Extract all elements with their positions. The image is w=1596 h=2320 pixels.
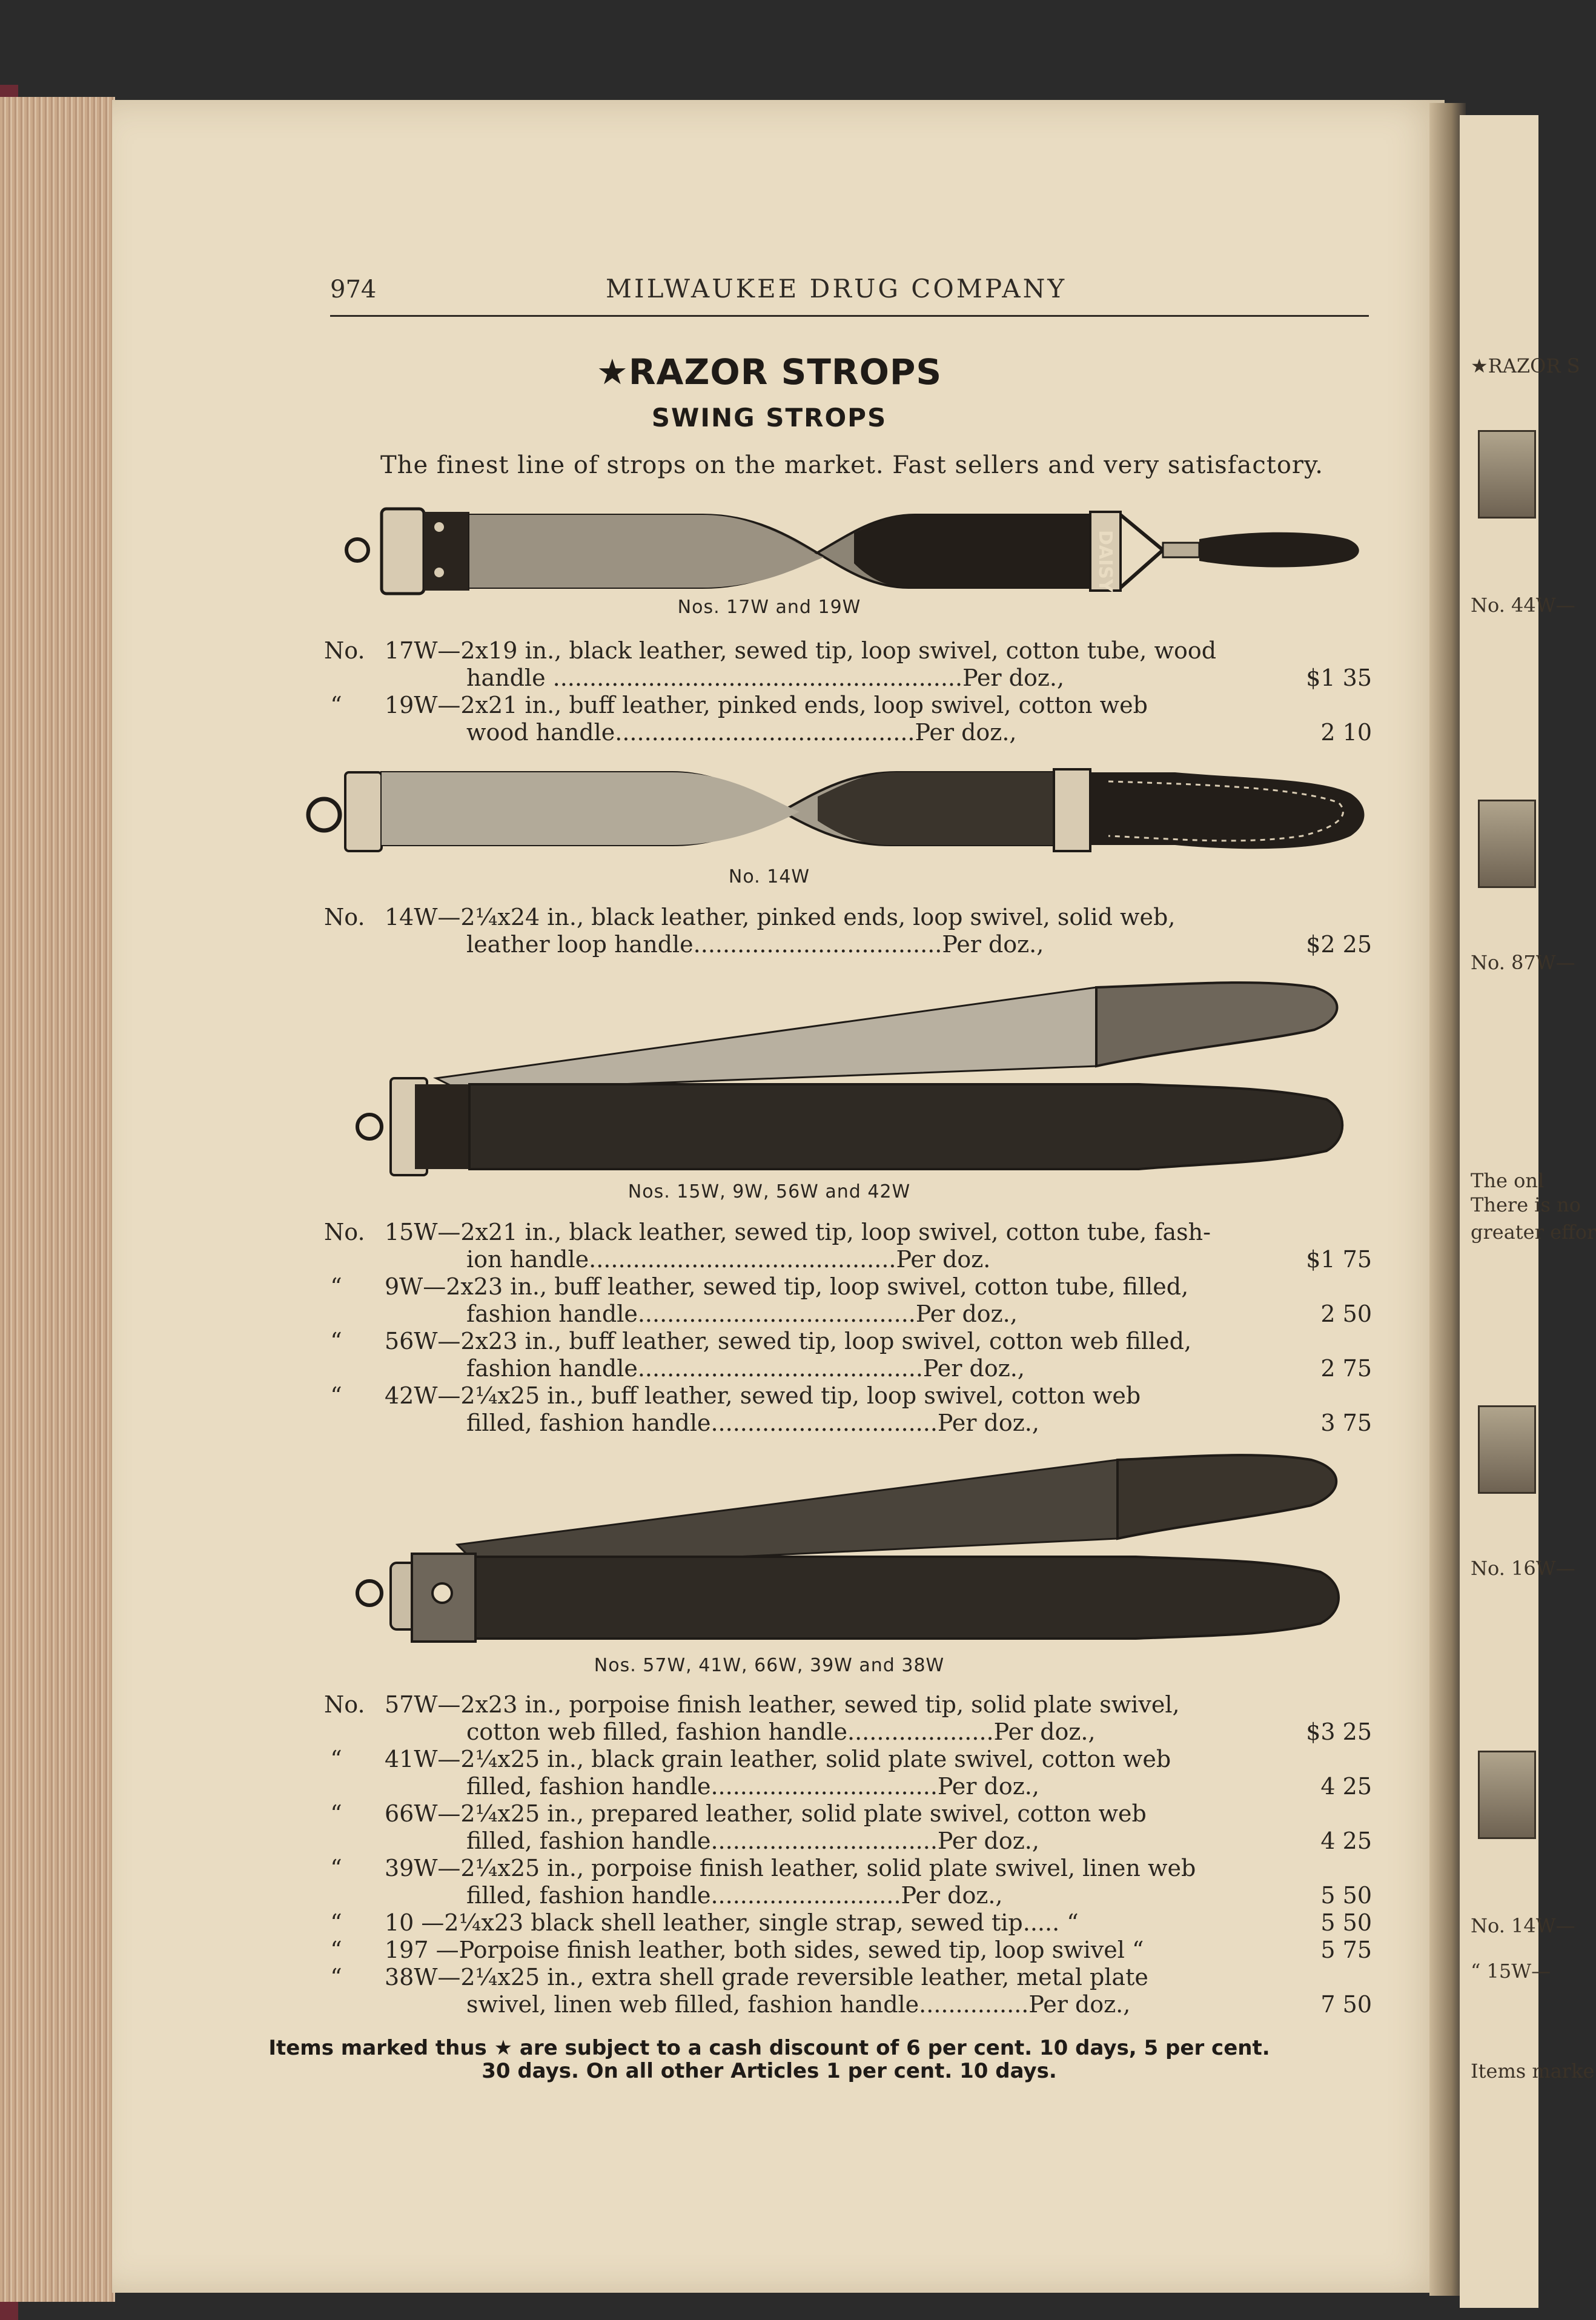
item-price: 7 50 xyxy=(1320,1991,1372,2018)
section-subtitle: SWING STROPS xyxy=(651,403,887,433)
adjacent-fragment: No. 87W— xyxy=(1471,951,1575,974)
page-header xyxy=(330,273,1369,317)
item-price: 2 10 xyxy=(1320,719,1372,746)
item-price: 2 75 xyxy=(1320,1355,1372,1382)
adjacent-fragment: “ 15W— xyxy=(1471,1960,1551,1983)
item-description-cont: filled, fashion handle...............................Per doz., xyxy=(466,1410,1039,1436)
strop-illustration-57w-41w-66w-39w-38w xyxy=(348,1448,1354,1648)
item-price: 5 50 xyxy=(1320,1882,1372,1909)
item-description: 197 —Porpoise finish leather, both sides, sewed tip, loop swivel “ xyxy=(385,1937,1144,1963)
discount-note xyxy=(0,2037,1538,2083)
item-description-cont: fashion handle......................................Per doz., xyxy=(466,1301,1018,1327)
adjacent-page xyxy=(1460,115,1596,2308)
item-description: 57W—2x23 in., porpoise finish leather, sewed tip, solid plate swivel, xyxy=(385,1691,1180,1718)
item-description-cont: ion handle..........................................Per doz. xyxy=(466,1246,991,1273)
item-description-cont: wood handle.........................................Per doz., xyxy=(466,719,1017,746)
item-price: 4 25 xyxy=(1320,1828,1372,1854)
item-description-cont: swivel, linen web filled, fashion handle...............Per doz., xyxy=(466,1991,1131,2018)
caption-14w: No. 14W xyxy=(728,866,810,887)
item-price: $3 25 xyxy=(1306,1718,1372,1745)
caption-15w-9w-56w-42w: Nos. 15W, 9W, 56W and 42W xyxy=(627,1181,911,1202)
item-price: 3 75 xyxy=(1320,1410,1372,1436)
item-description: 66W—2¼x25 in., prepared leather, solid plate swivel, cotton web xyxy=(385,1800,1147,1827)
item-description-cont: cotton web filled, fashion handle....................Per doz., xyxy=(466,1718,1096,1745)
item-description-cont: filled, fashion handle..........................Per doz., xyxy=(466,1882,1003,1909)
adjacent-fragment: No. 14W— xyxy=(1471,1914,1575,1937)
adjacent-fragment: Items marke xyxy=(1471,2060,1595,2083)
strop-illustration-17w-19w xyxy=(339,497,1369,606)
item-price: $1 75 xyxy=(1306,1246,1372,1273)
strop-illustration-14w xyxy=(297,754,1375,863)
adjacent-fragment: There is no xyxy=(1471,1193,1581,1216)
item-description: 38W—2¼x25 in., extra shell grade reversible leather, metal plate xyxy=(385,1964,1148,1990)
adjacent-fragment: No. 16W— xyxy=(1471,1557,1575,1580)
item-price: 2 50 xyxy=(1320,1301,1372,1327)
adjacent-fragment: The onl xyxy=(1471,1169,1545,1192)
strop-illustration-15w-9w-56w-42w xyxy=(351,975,1357,1193)
discount-note-line2: 30 days. On all other Articles 1 per cent. 10 days. xyxy=(482,2059,1057,2083)
item-description: 9W—2x23 in., buff leather, sewed tip, loop swivel, cotton tube, filled, xyxy=(385,1273,1189,1300)
item-description: 39W—2¼x25 in., porpoise finish leather, solid plate swivel, linen web xyxy=(385,1855,1196,1881)
adjacent-illustration xyxy=(1478,430,1536,519)
item-price: 5 75 xyxy=(1320,1937,1372,1963)
page-number: 974 xyxy=(330,276,377,303)
item-price: $1 35 xyxy=(1306,665,1372,691)
intro-text: The finest line of strops on the market. Fast sellers and very satisfactory. xyxy=(380,451,1324,479)
item-description-cont: filled, fashion handle...............................Per doz., xyxy=(466,1773,1039,1800)
adjacent-fragment: ★RAZOR S xyxy=(1471,354,1580,377)
item-description-cont: fashion handle.......................................Per doz., xyxy=(466,1355,1025,1382)
item-description: 19W—2x21 in., buff leather, pinked ends, loop swivel, cotton web xyxy=(385,692,1148,718)
running-title: MILWAUKEE DRUG COMPANY xyxy=(606,274,1067,303)
caption-57w-41w-66w-39w-38w: Nos. 57W, 41W, 66W, 39W and 38W xyxy=(594,1655,945,1676)
item-description-cont: handle ........................................................Per doz., xyxy=(466,665,1065,691)
adjacent-illustration xyxy=(1478,1405,1536,1494)
adjacent-illustration xyxy=(1478,1751,1536,1839)
item-description: 56W—2x23 in., buff leather, sewed tip, loop swivel, cotton web filled, xyxy=(385,1328,1192,1354)
item-description-cont: leather loop handle..................................Per doz., xyxy=(466,931,1044,958)
item-price: 5 50 xyxy=(1320,1909,1372,1936)
daisy-brand-label: DAISY xyxy=(1094,530,1116,592)
item-price: $2 25 xyxy=(1306,931,1372,958)
adjacent-fragment: No. 44W— xyxy=(1471,594,1575,617)
item-description: 42W—2¼x25 in., buff leather, sewed tip, loop swivel, cotton web xyxy=(385,1382,1141,1409)
section-title: ★RAZOR STROPS xyxy=(596,351,942,393)
adjacent-fragment: greater effor xyxy=(1471,1221,1596,1244)
caption-17w-19w: Nos. 17W and 19W xyxy=(677,597,861,618)
item-description: 10 —2¼x23 black shell leather, single strap, sewed tip..... “ xyxy=(385,1909,1079,1936)
item-price: 4 25 xyxy=(1320,1773,1372,1800)
item-description: 14W—2¼x24 in., black leather, pinked ends, loop swivel, solid web, xyxy=(385,904,1176,930)
discount-note-line1: Items marked thus ★ are subject to a cash discount of 6 per cent. 10 days, 5 per cent. xyxy=(268,2036,1270,2060)
item-description: 15W—2x21 in., black leather, sewed tip, loop swivel, cotton tube, fash- xyxy=(385,1219,1211,1245)
item-description: 17W—2x19 in., black leather, sewed tip, loop swivel, cotton tube, wood xyxy=(385,637,1217,664)
item-description: 41W—2¼x25 in., black grain leather, solid plate swivel, cotton web xyxy=(385,1746,1171,1772)
item-description-cont: filled, fashion handle...............................Per doz., xyxy=(466,1828,1039,1854)
